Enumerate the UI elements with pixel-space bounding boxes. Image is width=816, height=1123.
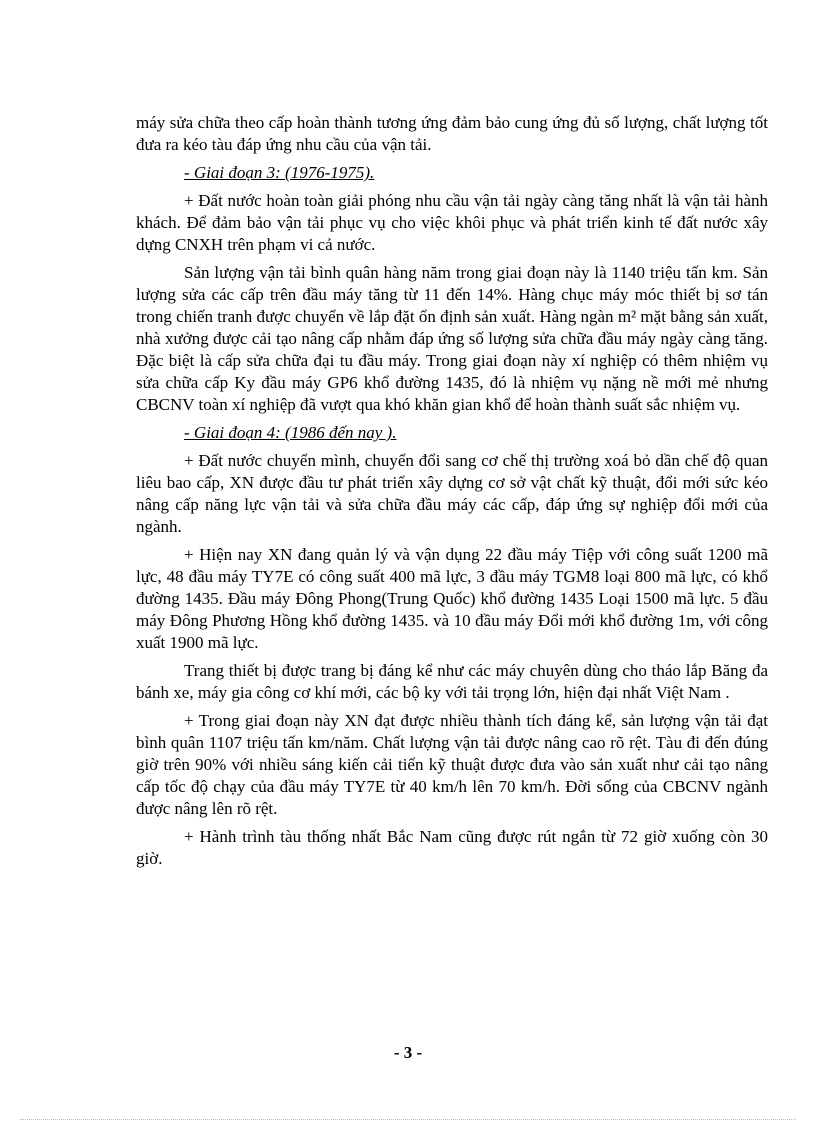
paragraph: Trang thiết bị được trang bị đáng kể như các máy chuyên dùng cho tháo lắp Băng đa bánh xe, máy gia công cơ khí mới, các bộ ky với tải trọng lớn, hiện đại nhất Việt Nam .	[136, 661, 768, 702]
page-bottom-divider	[20, 1119, 796, 1120]
section-heading-stage-3: - Giai đoạn 3: (1976-1975).	[184, 163, 375, 182]
paragraph: + Hành trình tàu thống nhất Bắc Nam cũng được rút ngắn từ 72 giờ xuống còn 30 giờ.	[136, 827, 768, 868]
paragraph: + Đất nước hoàn toàn giải phóng nhu cầu vận tải ngày càng tăng nhất là vận tải hành khách. Để đảm bảo vận tải phục vụ cho việc khôi phục và phát triển kinh tế đất nước xây dựng CNXH trên phạm vi cả nước.	[136, 191, 768, 254]
paragraph: + Đất nước chuyển mình, chuyển đổi sang cơ chế thị trường xoá bỏ dần chế độ quan liêu bao cấp, XN được đầu tư phát triển xây dựng cơ sở vật chất kỹ thuật, đổi mới sức kéo nâng cấp năng lực vận tải và sửa chữa đầu máy các cấp, đáp ứng sự nghiệp đổi mới của ngành.	[136, 451, 768, 536]
paragraph: + Hiện nay XN đang quản lý và vận dụng 22 đầu máy Tiệp với công suất 1200 mã lực, 48 đầu máy TY7E có công suất 400 mã lực, 3 đầu máy TGM8 loại 800 mã lực, có khổ đường 1435. Đầu máy Đông Phong(Trung Quốc) khổ đường 1435 Loại 1500 mã lực. 5 đầu máy Đông Phương Hồng khổ đường 1435. và 10 đầu máy Đổi mới khổ đường 1m, với công xuất 1900 mã lực.	[136, 545, 768, 652]
paragraph: Sản lượng vận tải bình quân hàng năm trong giai đoạn này là 1140 triệu tấn km. Sản lượng sửa các cấp trên đầu máy tăng từ 11 đến 14%. Hàng chục máy móc thiết bị sơ tán trong chiến tranh được chuyển về lắp đặt ổn định sản xuất. Hàng ngàn m² mặt bằng sản xuất, nhà xưởng được cải tạo nâng cấp nhằm đáp ứng số lượng sửa chữa đầu máy ngày càng tăng. Đặc biệt là cấp sửa chữa đại tu đầu máy. Trong giai đoạn này xí nghiệp có thêm nhiệm vụ sửa chữa cấp Ky đầu máy GP6 khổ đường 1435, đó là nhiệm vụ nặng nề mới mẻ nhưng CBCNV toàn xí nghiệp đã vượt qua khó khăn gian khổ để hoàn thành suất sắc nhiệm vụ.	[136, 263, 768, 414]
document-body	[136, 112, 768, 876]
section-heading-stage-4: - Giai đoạn 4: (1986 đến nay ).	[184, 423, 397, 442]
page-number: - 3 -	[393, 1043, 423, 1062]
paragraph: máy sửa chữa theo cấp hoàn thành tương ứng đảm bảo cung ứng đủ số lượng, chất lượng tốt đưa ra kéo tàu đáp ứng nhu cầu của vận tải.	[136, 113, 768, 154]
paragraph: + Trong giai đoạn này XN đạt được nhiều thành tích đáng kể, sản lượng vận tải đạt bình quân 1107 triệu tấn km/năm. Chất lượng vận tải được nâng cao rõ rệt. Tàu đi đến đúng giờ trên 90% với nhiều sáng kiến cải tiến kỹ thuật được đưa vào sản xuất như cải tạo nâng cấp tốc độ chạy của đầu máy TY7E từ 40 km/h lên 70 km/h. Đời sống của CBCNV ngành được nâng lên rõ rệt.	[136, 711, 768, 818]
